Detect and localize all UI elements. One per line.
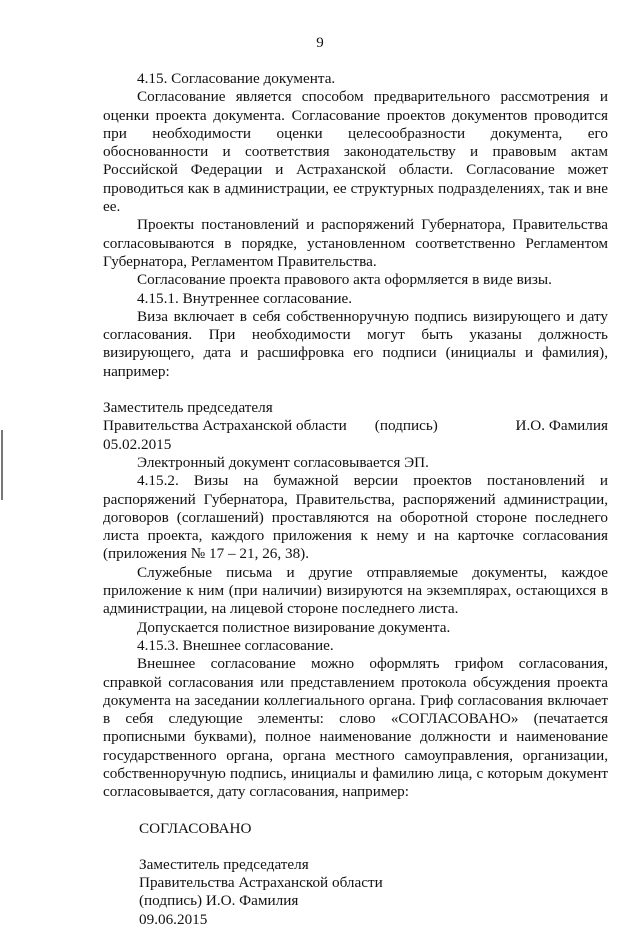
visa-signature-placeholder: (подпись) — [374, 417, 438, 435]
approval-stamp-date: 09.06.2015 — [139, 910, 208, 928]
scan-edge-line — [1, 430, 3, 500]
approval-stamp-example — [103, 820, 608, 929]
visa-date: 05.02.2015 — [103, 435, 172, 453]
section-4-15-title: 4.15. Согласование документа. — [137, 70, 336, 87]
section-4-15-paragraph-1: Согласование является способом предварительного рассмотрения и оценки проекта документа. Согласование проектов документов проводится при необходимости оценки целесообразности документа, его обоснованности и соответствия законодательству и правовым актам Российской Федерации и Астраханской области. Согласование может проводиться как в администрации, ее структурных подразделениях, так и вне ее. — [103, 88, 608, 216]
section-4-15-3-paragraph: Внешнее согласование можно оформлять грифом согласования, справкой согласования или представлением протокола обсуждения проекта документа на заседании коллегиального органа. Гриф согласования включает в себя следующие элементы: слово «СОГЛАСОВАНО» (печатается прописными буквами), полное наименование должности и наименование государственного органа, органа местного самоуправления, организации, собственноручную подпись, инициалы и фамилию лица, с которым документ согласовывается, дату согласования, например: — [103, 655, 608, 801]
visa-organization: Правительства Астраханской области — [103, 417, 347, 435]
electronic-doc-note: Электронный документ согласовывается ЭП. — [137, 453, 429, 471]
visa-position: Заместитель председателя — [103, 399, 273, 417]
approval-stamp-signature: (подпись) И.О. Фамилия — [139, 892, 299, 910]
section-4-15-paragraph-2: Проекты постановлений и распоряжений Губернатора, Правительства согласовываются в порядке, установленном соответственно Регламентом Губернатора, Регламентом Правительства. — [103, 216, 608, 270]
section-4-15-1-paragraph: Виза включает в себя собственноручную подпись визирующего и дату согласования. При необходимости могут быть указаны должность визирующего, дата и расшифровка его подписи (инициалы и фамилия), например: — [103, 307, 608, 380]
approval-stamp-heading: СОГЛАСОВАНО — [139, 819, 252, 837]
document-body — [103, 50, 608, 929]
visa-signature-line — [103, 417, 608, 435]
page-number: 9 — [316, 35, 324, 51]
visa-example — [103, 399, 608, 454]
approval-stamp-position: Заместитель председателя — [139, 855, 309, 873]
letters-paragraph: Служебные письма и другие отправляемые документы, каждое приложение к ним (при наличии) визируются на экземплярах, остающихся в администрации, на лицевой стороне последнего листа. — [103, 563, 608, 618]
section-4-15-3-title: 4.15.3. Внешнее согласование. — [137, 636, 334, 654]
full-page-visa-note: Допускается полистное визирование документа. — [137, 618, 451, 636]
section-4-15-paragraph-3: Согласование проекта правового акта оформляется в виде визы. — [137, 271, 552, 289]
section-4-15-1-title: 4.15.1. Внутреннее согласование. — [137, 289, 353, 307]
visa-name: И.О. Фамилия — [515, 417, 608, 435]
section-4-15-2-paragraph: 4.15.2. Визы на бумажной версии проектов постановлений и распоряжений Губернатора, Правительства, распоряжений администрации, договоров (соглашений) проставляются на оборотной стороне последнего листа проекта, каждого приложения к нему и на карточке согласования (приложения № 17 – 21, 26, 38). — [103, 472, 608, 563]
approval-stamp-organization: Правительства Астраханской области — [139, 874, 383, 892]
